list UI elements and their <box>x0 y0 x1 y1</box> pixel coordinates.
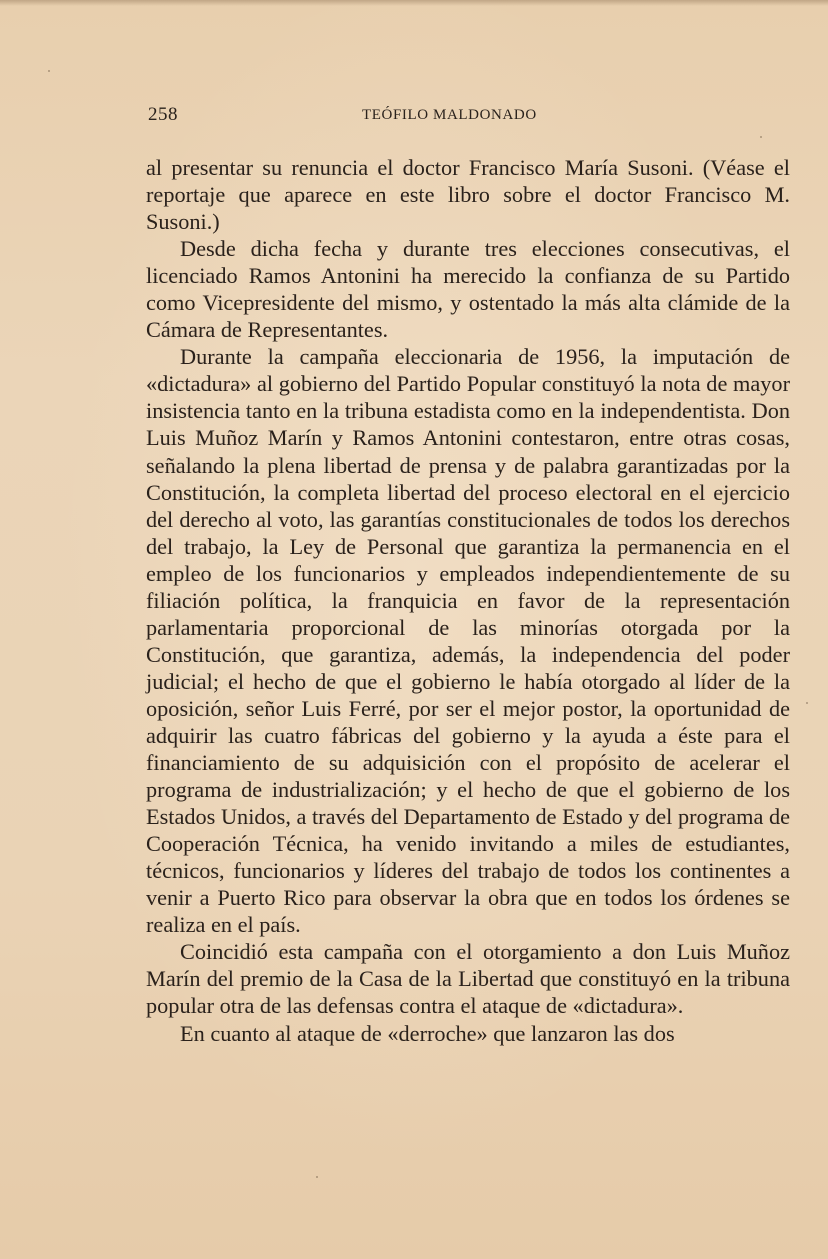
paragraph-3: Durante la campaña eleccionaria de 1956, la imputación de «dictadura» al gobierno del Partido Popular constituyó la nota de mayor insistencia tanto en la tribuna estadista como en la independentista. Don Luis Muñoz Marín y Ramos Antonini contestaron, entre otras cosas, señalando la plena libertad de prensa y de palabra garantizadas por la Constitución, la completa libertad del proceso electoral en el ejercicio del derecho al voto, las garantías constitucionales de todos los derechos del trabajo, la Ley de Personal que garantiza la permanencia en el empleo de los funcionarios y empleados independientemente de su filiación política, la franquicia en favor de la representación parlamentaria proporcional de las minorías otorgada por la Constitución, que garantiza, además, la independencia del poder judicial; el hecho de que el gobierno le había otorgado al líder de la oposición, señor Luis Ferré, por ser el mejor postor, la oportunidad de adquirir las cuatro fábricas del gobierno y la ayuda a éste para el financiamiento de su adquisición con el propósito de acelerar el programa de industrialización; y el hecho de que el gobierno de los Estados Unidos, a través del Departamento de Estado y del programa de Cooperación Técnica, ha venido invitando a miles de estudiantes, técnicos, funcionarios y líderes del trabajo de todos los continentes a venir a Puerto Rico para observar la obra que en todos los órdenes se realiza en el país. <box>146 344 790 938</box>
running-head-title: TEÓFILO MALDONADO <box>362 107 537 123</box>
page-number: 258 <box>148 104 178 125</box>
paper-speck <box>48 70 50 72</box>
running-head <box>148 104 788 128</box>
paper-speck <box>806 702 808 704</box>
paragraph-1: al presentar su renuncia el doctor Francisco María Susoni. (Véase el reportaje que aparece en este libro sobre el doctor Francisco M. Susoni.) <box>146 155 790 235</box>
paragraph-4: Coincidió esta campaña con el otorgamiento a don Luis Muñoz Marín del premio de la Casa de la Libertad que constituyó en la tribuna popular otra de las defensas contra el ataque de «dictadura». <box>146 939 790 1019</box>
paragraph-2: Desde dicha fecha y durante tres elecciones consecutivas, el licenciado Ramos Antonini ha merecido la confianza de su Partido como Vicepresidente del mismo, y ostentado la más alta clámide de la Cámara de Representantes. <box>146 236 790 343</box>
paragraph-5: En cuanto al ataque de «derroche» que lanzaron las dos <box>180 1020 675 1046</box>
page-top-edge <box>0 0 828 6</box>
body-text <box>146 154 790 1047</box>
paper-speck <box>760 136 762 138</box>
paper-speck <box>316 1176 318 1178</box>
